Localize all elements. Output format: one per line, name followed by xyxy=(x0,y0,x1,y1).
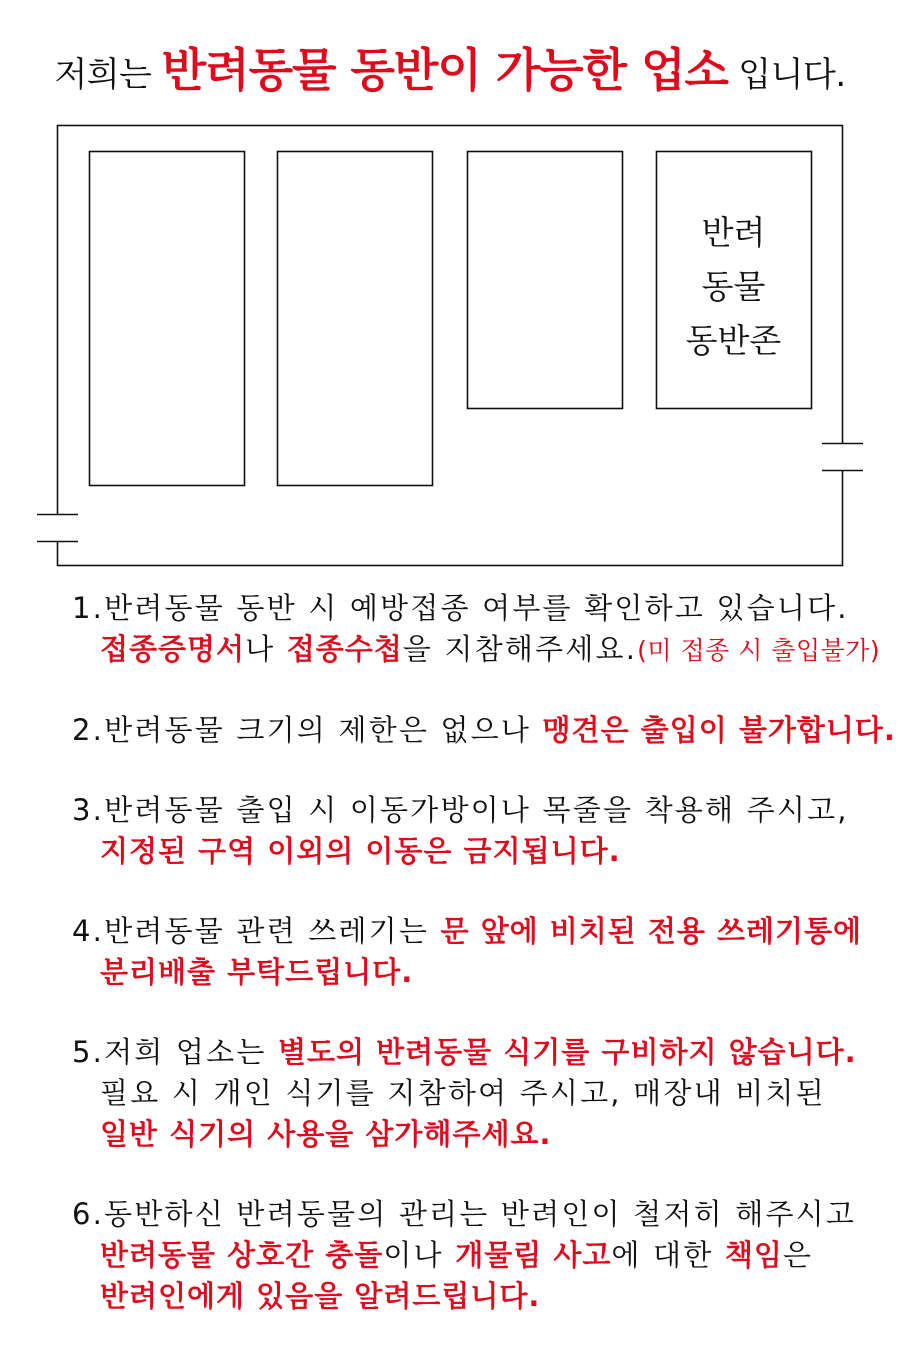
rule-item-5 xyxy=(72,1032,872,1155)
rule-highlight: 분리배출 부탁드립니다. xyxy=(100,955,414,989)
rule-highlight: 접종수첩 xyxy=(286,632,403,666)
rule-text: 이나 xyxy=(383,1238,456,1272)
rule-highlight: 접종증명서 xyxy=(100,632,246,666)
rule-text: 을 지참해주세요. xyxy=(402,632,638,666)
rule-highlight: 별도의 반려동물 식기를 구비하지 않습니다. xyxy=(278,1035,857,1069)
rule-item-1 xyxy=(72,588,881,671)
pet-zone-label-line: 동물 xyxy=(701,267,766,306)
rule-highlight: 문 앞에 비치된 전용 쓰레기통에 xyxy=(440,914,863,948)
rule-text: 동반하신 반려동물의 관리는 반려인이 철저히 해주시고 xyxy=(104,1197,857,1231)
rule-item-2 xyxy=(72,710,896,751)
rule-highlight: 책임 xyxy=(724,1238,783,1272)
pet-zone-label xyxy=(656,206,811,368)
rule-text: 반려동물 크기의 제한은 없으나 xyxy=(104,713,543,747)
rule-text: 반려동물 관련 쓰레기는 xyxy=(104,914,441,948)
rule-highlight: 개물림 사고 xyxy=(455,1238,612,1272)
rule-number: 3. xyxy=(72,793,105,827)
entrance-mark-right xyxy=(822,444,863,471)
rule-text: 저희 업소는 xyxy=(104,1035,278,1069)
entrance-mark-left xyxy=(37,515,78,542)
rule-highlight: 지정된 구역 이외의 이동은 금지됩니다. xyxy=(100,834,621,868)
pet-zone-label-line: 동반존 xyxy=(685,321,782,360)
rule-highlight: 반려인에게 있음을 알려드립니다. xyxy=(100,1279,541,1313)
rules-list xyxy=(72,588,896,1356)
rule-item-3 xyxy=(72,790,872,872)
rule-number: 1. xyxy=(72,591,105,625)
rule-highlight: 일반 식기의 사용을 삼가해주세요. xyxy=(100,1117,552,1151)
rule-text: 에 대한 xyxy=(611,1238,725,1272)
rule-highlight: 반려동물 상호간 충돌 xyxy=(100,1238,384,1272)
floor-plan-area-3 xyxy=(468,152,623,409)
rule-text: 은 xyxy=(782,1238,814,1272)
rule-number: 6. xyxy=(72,1197,105,1231)
rule-item-4 xyxy=(72,911,872,993)
rule-number: 4. xyxy=(72,914,105,948)
title-prefix: 저희는 xyxy=(54,55,152,95)
floor-plan-area-2 xyxy=(278,152,433,486)
rule-highlight: 맹견은 출입이 불가합니다. xyxy=(542,713,896,747)
pet-zone-label-line: 반려 xyxy=(701,213,766,252)
rule-text: 필요 시 개인 식기를 지참하여 주시고, 매장내 비치된 xyxy=(100,1076,826,1110)
floor-plan-area-1 xyxy=(90,152,245,486)
rule-number: 5. xyxy=(72,1035,105,1069)
rule-text: 나 xyxy=(245,632,287,666)
rule-text: 반려동물 동반 시 예방접종 여부를 확인하고 있습니다. xyxy=(104,591,849,625)
rule-number: 2. xyxy=(72,713,105,747)
title-suffix: 입니다. xyxy=(738,55,846,95)
rule-text: 반려동물 출입 시 이동가방이나 목줄을 착용해 주시고, xyxy=(104,793,849,827)
title-highlight: 반려동물 동반이 가능한 업소 xyxy=(161,43,728,97)
rule-item-6 xyxy=(72,1194,872,1317)
rule-note: (미 접종 시 출입불가) xyxy=(637,636,881,665)
